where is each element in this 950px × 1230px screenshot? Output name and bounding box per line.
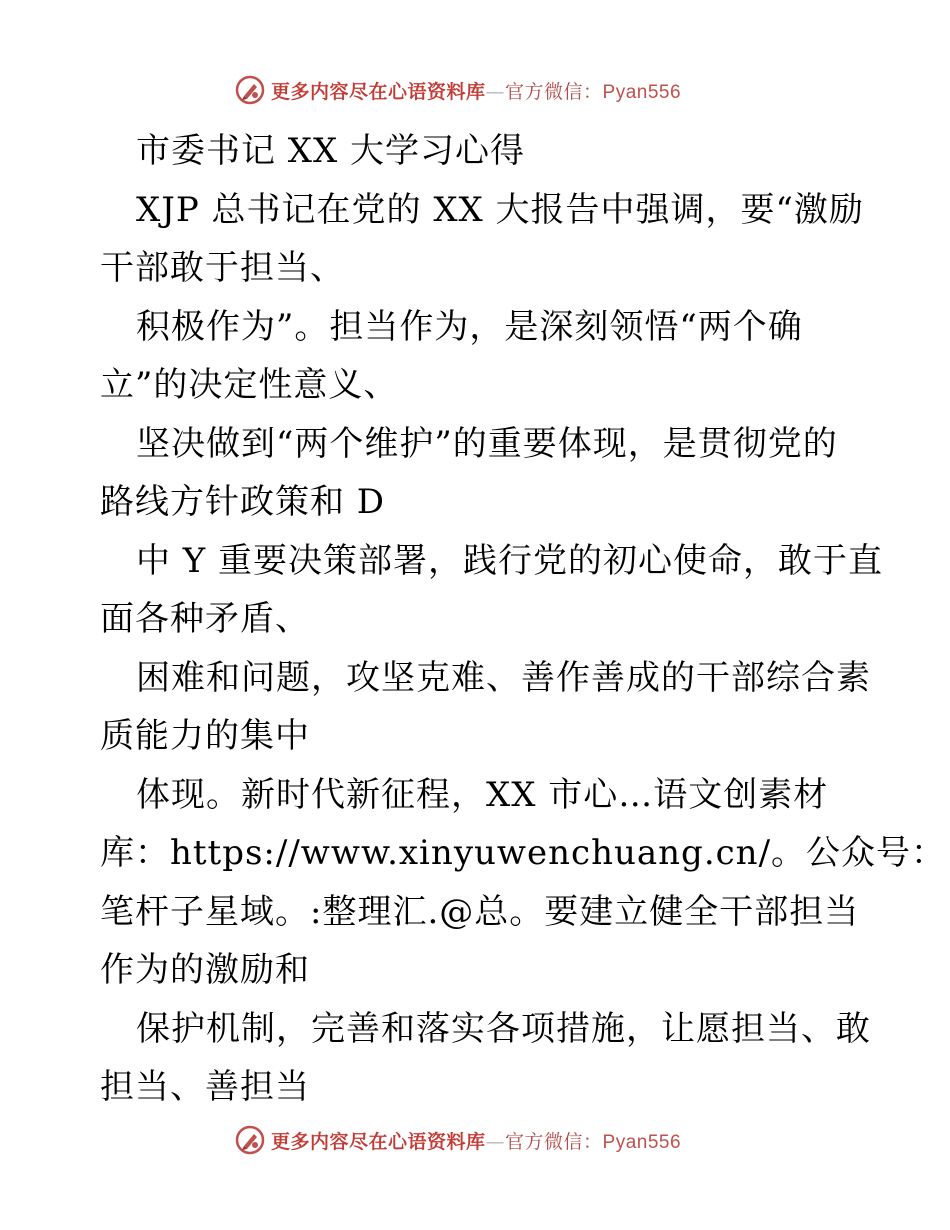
document-title: 市委书记 XX 大学习心得	[136, 131, 526, 171]
body-line: 笔杆子星域。:整理汇.@总。要建立健全干部担当	[100, 891, 860, 932]
pen-logo-icon	[235, 75, 265, 105]
watermark-dash: —	[485, 80, 506, 103]
body-line: 保护机制，完善和落实各项措施，让愿担当、敢	[136, 1008, 871, 1049]
body-line: 库：https://www.xinyuwenchuang.cn/。公众号：	[100, 833, 947, 873]
watermark-wechat-label: 官方微信：	[505, 1130, 603, 1153]
watermark-wechat-id: Pyan556	[602, 81, 682, 103]
body-line: 立”的决定性意义、	[100, 365, 399, 405]
watermark-brand: 更多内容尽在心语资料库	[271, 1130, 486, 1153]
watermark-wechat-id: Pyan556	[602, 1131, 682, 1153]
body-line: 路线方针政策和 D	[100, 482, 386, 522]
watermark-wechat-label: 官方微信：	[505, 80, 603, 103]
document-body	[100, 122, 947, 1117]
body-line: XJP 总书记在党的 XX 大报告中强调，要“激励	[136, 189, 864, 230]
body-line: 坚决做到“两个维护”的重要体现，是贯彻党的	[136, 423, 838, 464]
body-line: 中 Y 重要决策部署，践行党的初心使命，敢于直	[136, 540, 884, 581]
footer-watermark	[235, 1122, 681, 1158]
body-line: 困难和问题，攻坚克难、善作善成的干部综合素	[136, 657, 871, 698]
body-line: 面各种矛盾、	[100, 599, 310, 639]
watermark-dash: —	[485, 1130, 506, 1153]
watermark-text	[271, 77, 681, 104]
body-line: 干部敢于担当、	[100, 248, 345, 288]
body-line: 体现。新时代新征程，XX 市心…语文创素材	[136, 774, 829, 815]
pen-logo-icon	[235, 1125, 265, 1155]
watermark-brand: 更多内容尽在心语资料库	[271, 80, 486, 103]
header-watermark	[235, 72, 681, 108]
body-line: 担当、善担当	[100, 1067, 310, 1107]
body-line: 质能力的集中	[100, 716, 310, 756]
body-line: 作为的激励和	[100, 950, 310, 990]
watermark-text	[271, 1127, 681, 1154]
body-line: 积极作为”。担当作为，是深刻领悟“两个确	[136, 306, 803, 347]
